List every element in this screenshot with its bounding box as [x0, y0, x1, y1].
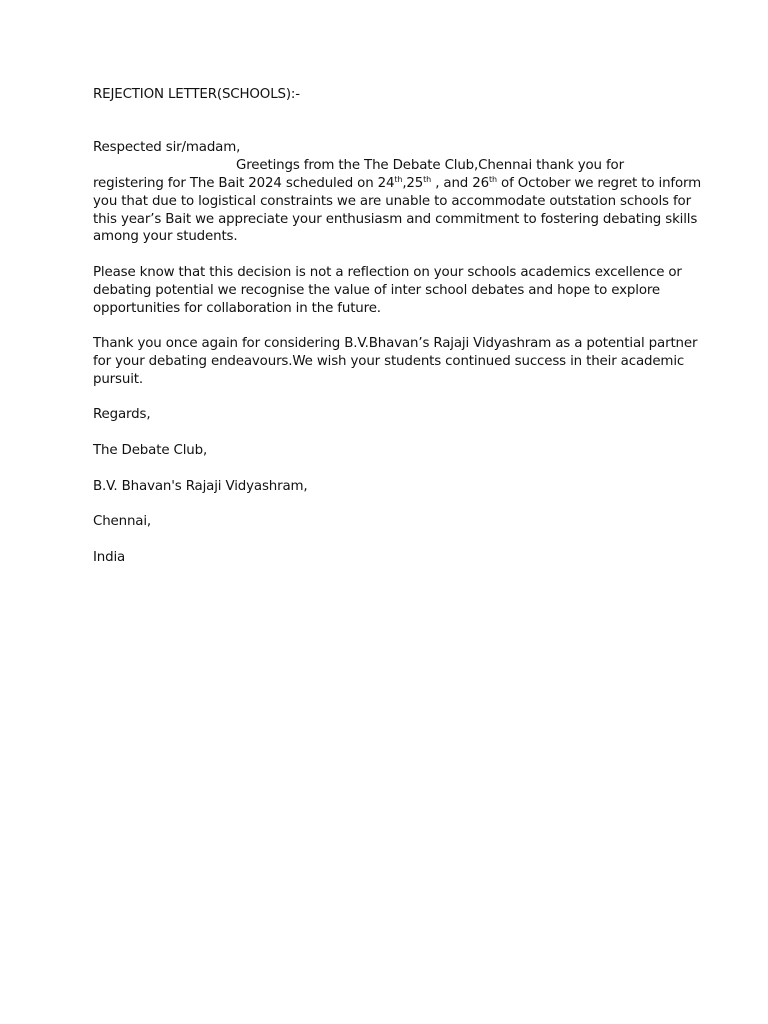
paragraph-decision [93, 264, 683, 317]
greeting-line-4: this year’s Bait we appreciate your enthusiasm and commitment to fostering debating skills [93, 211, 698, 227]
signature-city: Chennai, [93, 514, 152, 530]
text-fragment: registering for The Bait 2024 scheduled on 24 [93, 175, 395, 191]
greeting-line-5: among your students. [93, 229, 238, 245]
letter-heading: REJECTION LETTER(SCHOOLS):- [93, 87, 300, 102]
letter-body [93, 86, 702, 567]
greeting-line-1: Greetings from the The Debate Club,Chennai thank you for [236, 158, 624, 174]
thanks-line-3: pursuit. [93, 371, 143, 387]
text-fragment: of October we regret to inform [496, 175, 702, 191]
thanks-line-1: Thank you once again for considering B.V.Bhavan’s Rajaji Vidyashram as a potential partner [93, 336, 698, 352]
decision-line-2: debating potential we recognise the value of inter school debates and hope to explore [93, 282, 661, 298]
paragraph-greeting [93, 157, 702, 246]
signature-country: India [93, 549, 126, 565]
superscript-th: th [489, 174, 497, 184]
signature-org: The Debate Club, [93, 442, 208, 458]
superscript-th: th [394, 174, 403, 184]
thanks-line-2: for your debating endeavours.We wish your students continued success in their academic [93, 353, 685, 369]
salutation: Respected sir/madam, [93, 140, 241, 156]
signature-school: B.V. Bhavan's Rajaji Vidyashram, [93, 478, 308, 494]
superscript-th: th [423, 174, 432, 184]
closing: Regards, [93, 407, 151, 423]
text-fragment: ,25 [402, 175, 424, 191]
paragraph-thanks [93, 335, 698, 388]
greeting-line-2 [93, 174, 702, 193]
text-fragment: , and 26 [431, 175, 490, 191]
decision-line-3: opportunities for collaboration in the future. [93, 300, 381, 316]
greeting-line-3: you that due to logistical constraints we are unable to accommodate outstation schools for [93, 193, 691, 209]
decision-line-1: Please know that this decision is not a reflection on your schools academics excellence or [93, 264, 682, 280]
